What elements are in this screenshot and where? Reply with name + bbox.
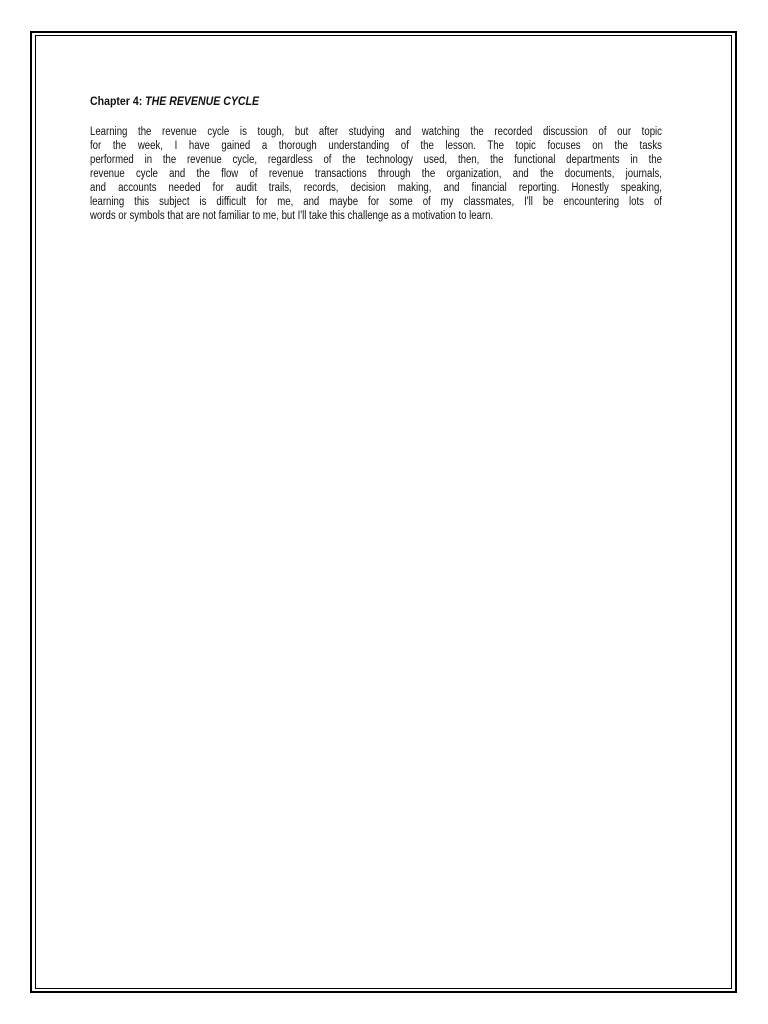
- document-content: [90, 93, 662, 223]
- paragraph-line: Learning the revenue cycle is tough, but after studying and watching the recorded discussion of our topic: [90, 126, 662, 138]
- paragraph-line: performed in the revenue cycle, regardless of the technology used, then, the functional departments in the: [90, 154, 662, 166]
- chapter-title: THE REVENUE CYCLE: [145, 94, 260, 108]
- body-paragraph: [90, 125, 662, 223]
- paragraph-line: for the week, I have gained a thorough understanding of the lesson. The topic focuses on the tasks: [90, 140, 662, 152]
- paragraph-line: and accounts needed for audit trails, records, decision making, and financial reporting. Honestly speaking,: [90, 182, 662, 194]
- paragraph-line: words or symbols that are not familiar to me, but I'll take this challenge as a motivation to learn.: [90, 210, 494, 222]
- chapter-label: Chapter 4:: [90, 94, 143, 108]
- paragraph-line: learning this subject is difficult for me, and maybe for some of my classmates, I'll be encountering lots of: [90, 196, 662, 208]
- chapter-heading: [90, 93, 593, 109]
- paragraph-line: revenue cycle and the flow of revenue transactions through the organization, and the documents, journals,: [90, 168, 662, 180]
